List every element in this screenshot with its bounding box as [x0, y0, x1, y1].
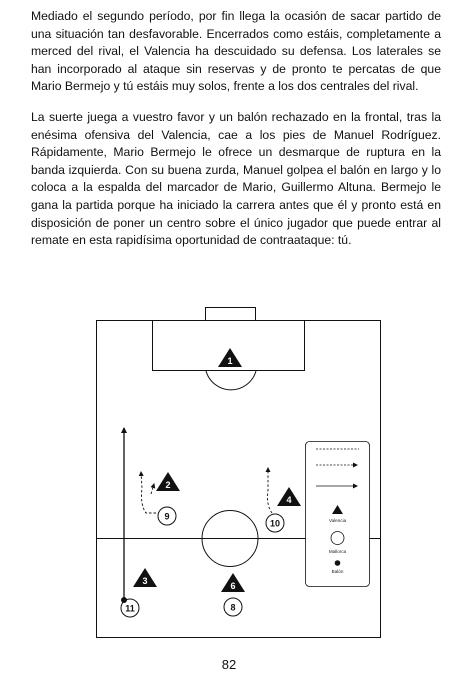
legend-mallorca-label: Mallorca [328, 549, 347, 554]
legend-ball-label: Balón [331, 569, 344, 574]
svg-text:6: 6 [230, 581, 236, 591]
legend [306, 442, 370, 587]
legend-ball-icon [335, 560, 341, 566]
svg-text:2: 2 [165, 480, 171, 490]
mallorca-player-10 [266, 514, 284, 532]
valencia-player-2 [156, 472, 180, 491]
valencia-player-1 [218, 348, 242, 367]
svg-text:9: 9 [164, 511, 170, 522]
paragraph-2: La suerte juega a vuestro favor y un balón rechazado en la frontal, tras la enésima ofensiva del Valencia, cae a los pies de Manuel Rodríguez. Rápidamente, Mario Bermejo le ofrece un desmarque de ruptura en la banda izquierda. Con su buena zurda, Manuel golpea el balón en largo y lo coloca a la espalda del marcador de Mario, Guillermo Altuna. Bermejo le gana la partida porque ha iniciado la carrera antes que él y pronto está en disposición de poner un centro sobre el único jugador que puede entrar al remate en esta rapidísima oportunidad de contraataque: tú. [31, 110, 441, 248]
mallorca-player-8 [224, 598, 242, 616]
inertia-arrow-9 [151, 484, 154, 494]
svg-text:8: 8 [230, 602, 236, 613]
svg-text:3: 3 [142, 576, 148, 586]
run-arrow-9 [141, 472, 156, 513]
mallorca-player-9 [158, 507, 176, 525]
valencia-player-4 [277, 487, 301, 506]
svg-text:4: 4 [286, 495, 292, 505]
ball-icon [121, 597, 127, 603]
penalty-arc [206, 371, 256, 390]
svg-text:10: 10 [269, 518, 281, 529]
goal [206, 308, 256, 321]
valencia-player-6 [221, 573, 245, 592]
page-number: 82 [221, 657, 237, 672]
legend-valencia-label: Valencia [328, 518, 347, 523]
valencia-player-3 [133, 568, 157, 587]
svg-text:11: 11 [125, 603, 135, 614]
svg-text:1: 1 [227, 356, 233, 366]
legend-mallorca-icon [331, 532, 344, 545]
paragraph-1: Mediado el segundo período, por fin llega la ocasión de sacar partido de una situación tan desfavorable. Encerrados como estáis, completamente a merced del rival, el Valencia ha descuidado su defensa. Los laterales se han incorporado al ataque sin reservas y de pronto te percatas de que Mario Bermejo y tú estáis muy solos, frente a los dos centrales del rival. [31, 9, 441, 94]
run-arrow-10 [268, 468, 273, 513]
